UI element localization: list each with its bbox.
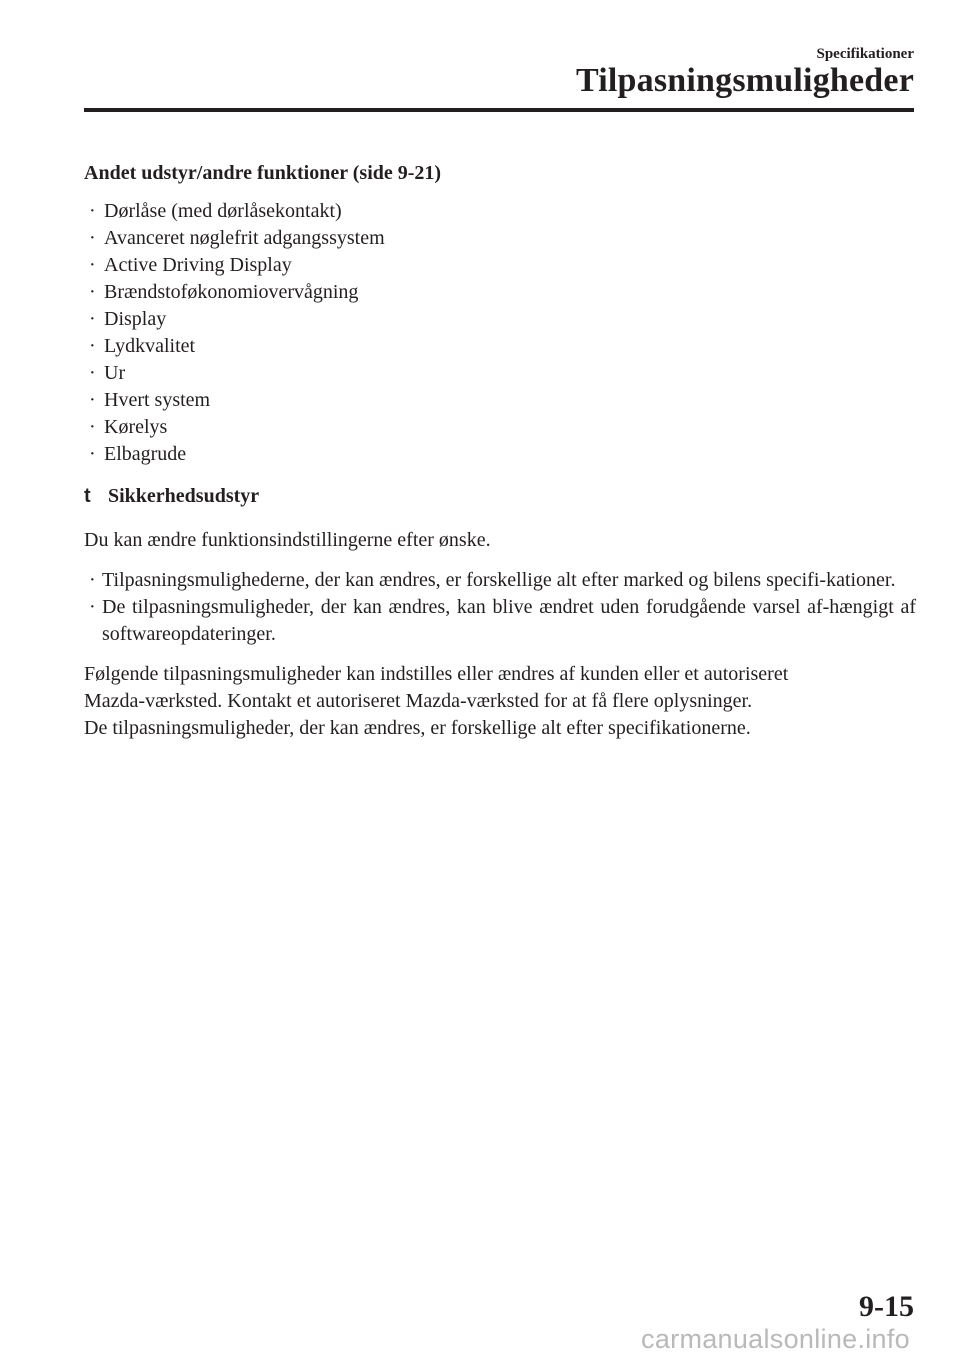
feature-list [84,198,916,468]
list-item: · Hvert system [84,387,916,414]
closing-paragraph [84,661,916,742]
note-item: · De tilpasningsmuligheder, der kan ændres, kan blive ændret uden forudgående varsel af-hængigt af softwareopdateringer. [89,596,916,645]
closing-line: Mazda-værksted. Kontakt et autoriseret Mazda-værksted for at få flere oplysninger. [84,690,753,712]
bullet-icon: · [89,227,96,249]
list-item: · Lydkvalitet [84,333,916,360]
list-item: · Elbagrude [84,441,916,468]
bullet-icon: · [89,281,96,303]
list-item: · Brændstoføkonomiovervågning [84,279,916,306]
header-rule [84,108,914,112]
list-item: · Ur [84,360,916,387]
bullet-icon: · [89,362,96,384]
bullet-icon: · [89,254,96,276]
intro-paragraph: Du kan ændre funktionsindstillingerne efter ønske. [84,529,491,551]
bullet-icon: · [89,569,96,591]
list-item: · Kørelys [84,414,916,441]
bullet-icon: · [89,596,96,618]
bullet-icon: · [89,200,96,222]
page-number: 9-15 [859,1290,914,1323]
bullet-icon: · [89,443,96,465]
section-label: Specifikationer [816,46,914,62]
list-item: · Avanceret nøglefrit adgangssystem [84,225,916,252]
main-content [84,160,916,742]
list-item: · Display [84,306,916,333]
list-item: · Active Driving Display [84,252,916,279]
subheading: Andet udstyr/andre funktioner (side 9-21) [84,162,442,184]
closing-line: De tilpasningsmuligheder, der kan ændres, er forskellige alt efter specifikationerne. [84,717,751,739]
list-item: · Dørlåse (med dørlåsekontakt) [84,198,916,225]
bullet-icon: · [89,308,96,330]
bullet-icon: · [89,389,96,411]
watermark: carmanualsonline.info [641,1324,910,1354]
closing-line: Følgende tilpasningsmuligheder kan indstilles eller ændres af kunden eller et autoriseret [84,663,789,685]
section-heading-text: Sikkerhedsudstyr [108,485,260,507]
notes-list [84,567,916,648]
bullet-icon: · [89,416,96,438]
section-marker-icon: t [84,485,91,507]
page-title: Tilpasningsmuligheder [575,62,914,99]
bullet-icon: · [89,335,96,357]
note-item: · Tilpasningsmulighederne, der kan ændres, er forskellige alt efter marked og bilens specifi-kationer. [84,567,916,594]
section-heading [84,483,916,510]
